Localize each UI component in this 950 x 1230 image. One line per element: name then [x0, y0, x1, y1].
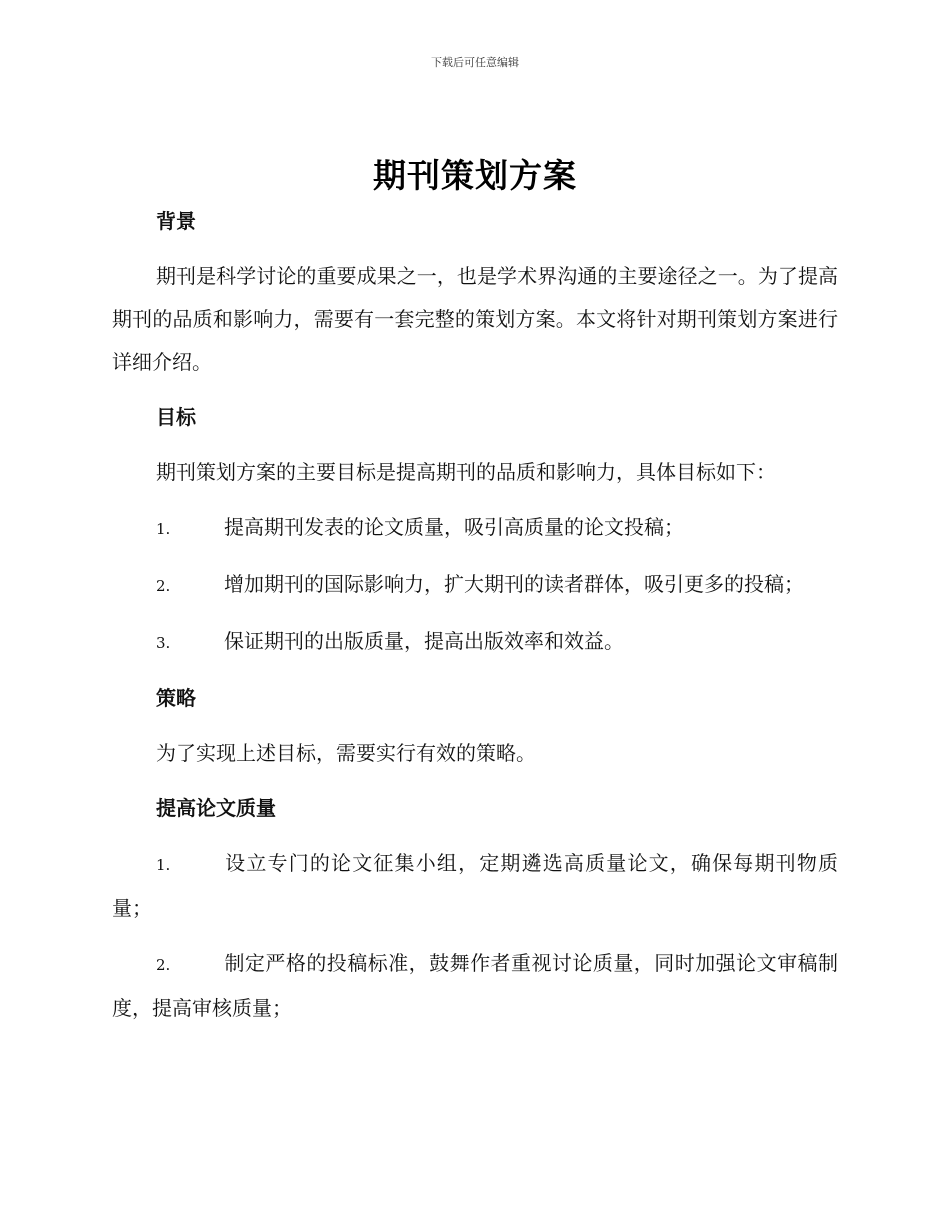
- list-item: [112, 563, 838, 608]
- list-number: 1.: [156, 520, 171, 538]
- background-paragraph: 期刊是科学讨论的重要成果之一，也是学术界沟通的主要途径之一。为了提高期刊的品质和影响力，需要有一套完整的策划方案。本文将针对期刊策划方案进行详细介绍。: [112, 264, 838, 374]
- section-heading-goals: 目标: [156, 405, 196, 429]
- list-text: 提高期刊发表的论文质量，吸引高质量的论文投稿；: [224, 515, 684, 539]
- list-number: 2.: [156, 956, 171, 974]
- list-text: 保证期刊的出版质量，提高出版效率和效益。: [224, 629, 624, 653]
- section-heading-strategy: 策略: [156, 686, 196, 710]
- list-item: [112, 620, 838, 665]
- list-item: [112, 506, 838, 551]
- document-body: [112, 200, 838, 1042]
- list-number: 3.: [156, 634, 171, 652]
- list-item: [112, 842, 838, 930]
- list-text: 制定严格的投稿标准，鼓舞作者重视讨论质量，同时加强论文审稿制度，提高审核质量；: [112, 951, 838, 1020]
- header-note: 下载后可任意编辑: [431, 56, 519, 69]
- section-heading-quality: 提高论文质量: [156, 796, 276, 820]
- list-item: [112, 942, 838, 1030]
- list-number: 1.: [156, 856, 171, 874]
- list-text: 设立专门的论文征集小组，定期遴选高质量论文，确保每期刊物质量；: [112, 851, 838, 920]
- list-text: 增加期刊的国际影响力，扩大期刊的读者群体，吸引更多的投稿；: [224, 572, 804, 596]
- goals-intro: 期刊策划方案的主要目标是提高期刊的品质和影响力，具体目标如下：: [156, 460, 776, 484]
- strategy-intro: 为了实现上述目标，需要实行有效的策略。: [156, 741, 536, 765]
- section-heading-background: 背景: [156, 209, 196, 233]
- list-number: 2.: [156, 577, 171, 595]
- document-title: 期刊策划方案: [373, 156, 577, 195]
